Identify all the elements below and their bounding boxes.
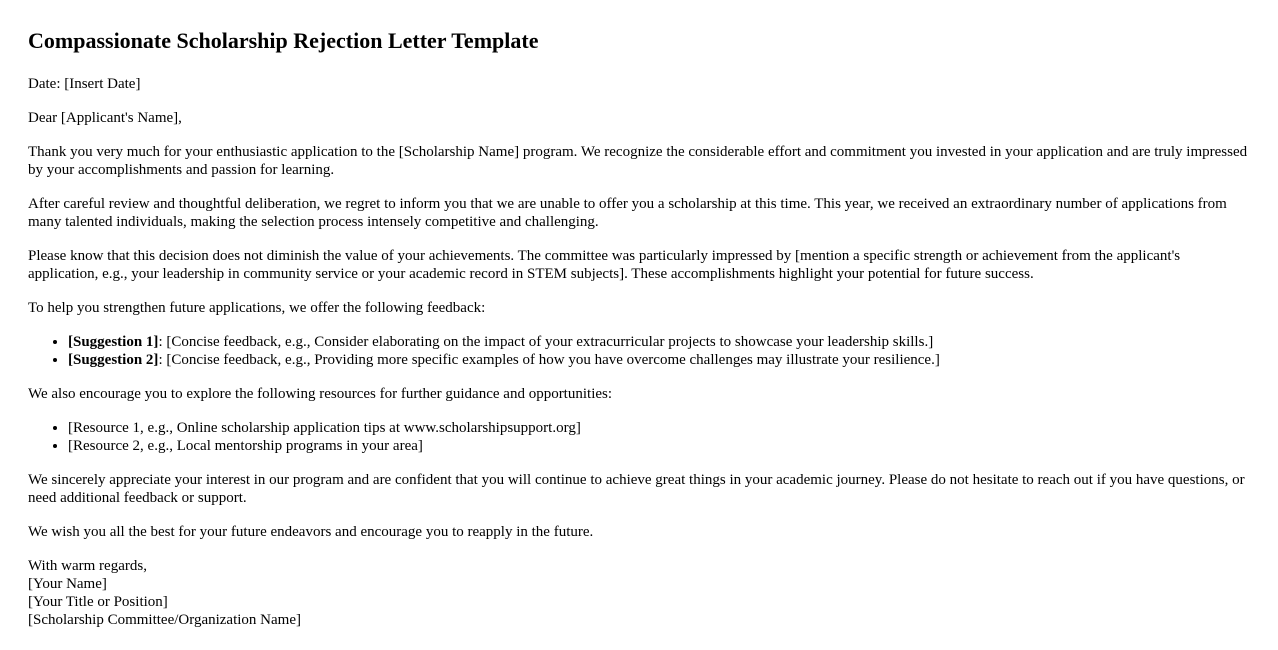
paragraph-feedback-intro: To help you strengthen future applications, we offer the following feedback: [28, 300, 486, 316]
paragraph-decision: After careful review and thoughtful deliberation, we regret to inform you that we are unable to offer you a scholarship at this time. This year, we received an extraordinary number of applications from many talented individuals, making the selection process intensely competitive and challenging. [28, 196, 1227, 230]
signer-title: [Your Title or Position] [28, 594, 168, 610]
sign-off: With warm regards, [28, 558, 147, 574]
closing-block [28, 557, 1250, 629]
suggestion-label: [Suggestion 2] [68, 352, 159, 368]
paragraph-appreciation: We sincerely appreciate your interest in our program and are confident that you will continue to achieve great things in your academic journey. Please do not hesitate to reach out if you have questions, or need additional feedback or support. [28, 472, 1245, 506]
signer-organization: [Scholarship Committee/Organization Name] [28, 612, 301, 628]
list-item [68, 333, 1250, 351]
suggestion-list [28, 333, 1250, 369]
suggestion-text: : [Concise feedback, e.g., Consider elaborating on the impact of your extracurricular projects to showcase your leadership skills.] [158, 334, 934, 350]
signer-name: [Your Name] [28, 576, 107, 592]
paragraph-resources-intro: We also encourage you to explore the following resources for further guidance and opportunities: [28, 386, 613, 402]
suggestion-label: [Suggestion 1] [68, 334, 159, 350]
list-item: • [Resource 2, e.g., Local mentorship programs in your area] [68, 437, 1250, 455]
page-title: Compassionate Scholarship Rejection Letter Template [28, 28, 539, 53]
suggestion-text: : [Concise feedback, e.g., Providing more specific examples of how you have overcome challenges may illustrate your resilience.] [158, 352, 940, 368]
list-item [68, 351, 1250, 369]
salutation: Dear [Applicant's Name], [28, 110, 182, 126]
resource-list [28, 419, 1250, 455]
paragraph-achievements: Please know that this decision does not diminish the value of your achievements. The committee was particularly impressed by [mention a specific strength or achievement from the applicant's application, e.g., your leadership in community service or your academic record in STEM subjects]. These accomplishments highlight your potential for future success. [28, 248, 1181, 282]
paragraph-wishes: We wish you all the best for your future endeavors and encourage you to reapply in the future. [28, 524, 594, 540]
paragraph-thanks: Thank you very much for your enthusiastic application to the [Scholarship Name] program. We recognize the considerable effort and commitment you invested in your application and are truly impressed by your accomplishments and passion for learning. [28, 144, 1248, 178]
list-item: • [Resource 1, e.g., Online scholarship application tips at www.scholarshipsupport.org] [68, 419, 1250, 437]
date-line: Date: [Insert Date] [28, 76, 141, 92]
